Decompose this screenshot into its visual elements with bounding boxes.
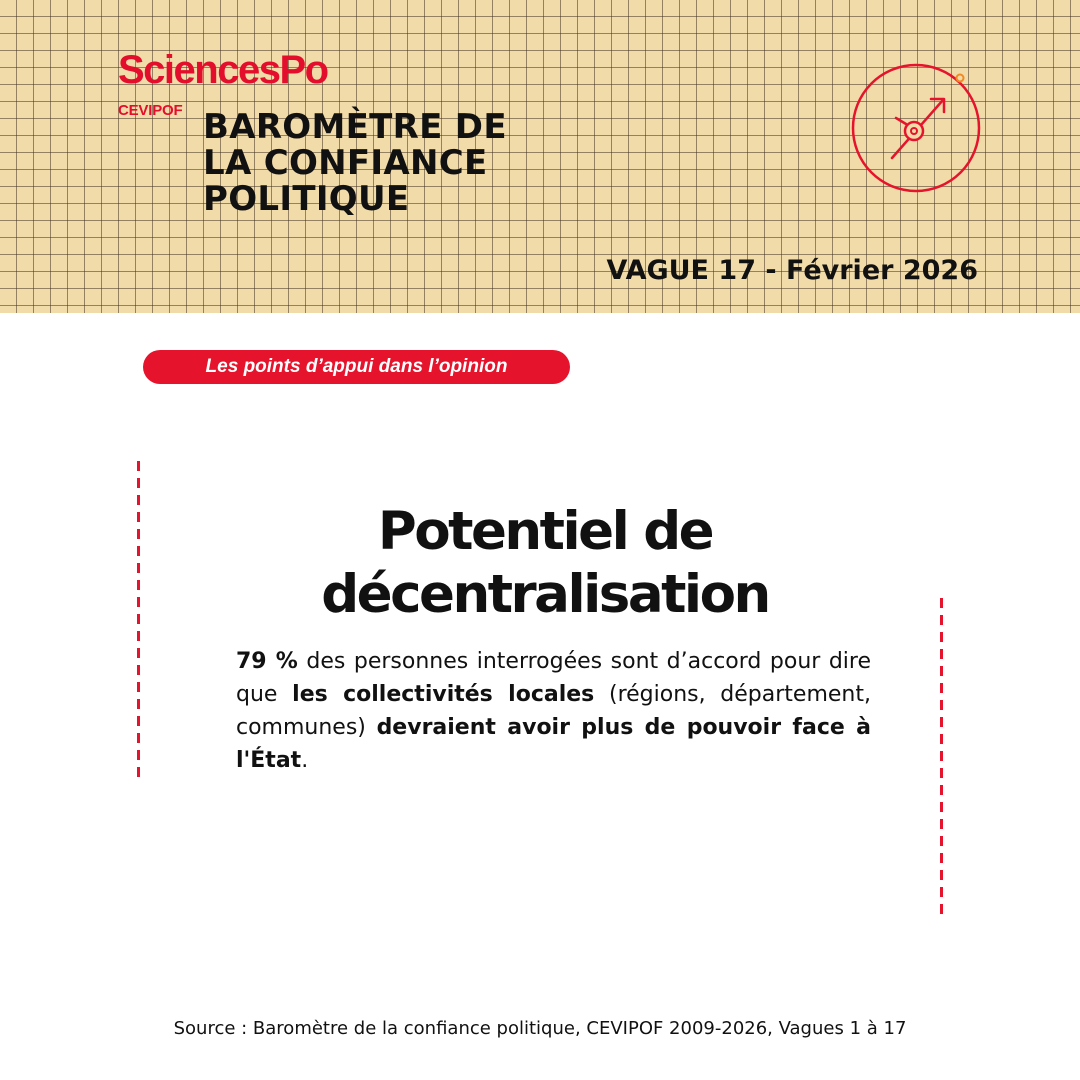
header-grid-band	[0, 0, 1080, 313]
body-bold-2: devraient avoir plus de pouvoir face à l'État	[236, 715, 871, 773]
brand-logo-text: SciencesPo	[118, 48, 328, 92]
compass-gauge-icon	[848, 60, 984, 196]
body-text-2: (régions, département, communes)	[236, 682, 871, 740]
body-text-3: .	[301, 748, 309, 773]
left-dashed-divider	[137, 461, 140, 777]
right-dashed-divider	[940, 598, 943, 914]
section-tag-pill: Les points d’appui dans l’opinion	[143, 350, 570, 384]
wave-date-label: VAGUE 17 - Février 2026	[606, 255, 978, 286]
source-footnote: Source : Baromètre de la confiance politique, CEVIPOF 2009-2026, Vagues 1 à 17	[173, 1018, 907, 1039]
sub-brand-text: CEVIPOF	[118, 102, 183, 119]
barometer-title-line-3: POLITIQUE	[203, 179, 410, 219]
barometer-title-line-1: BAROMÈTRE DE	[203, 107, 507, 147]
body-text-1: des personnes interrogées sont d’accord pour dire que	[236, 649, 872, 707]
headline-line-1: Potentiel de	[377, 501, 713, 562]
body-bold-1: les collectivités locales	[292, 682, 595, 707]
stat-value: 79 %	[236, 649, 298, 674]
headline-line-2: décentralisation	[321, 564, 769, 625]
body-paragraph	[236, 645, 871, 777]
barometer-title-line-2: LA CONFIANCE	[203, 143, 488, 183]
main-headline	[190, 500, 900, 626]
